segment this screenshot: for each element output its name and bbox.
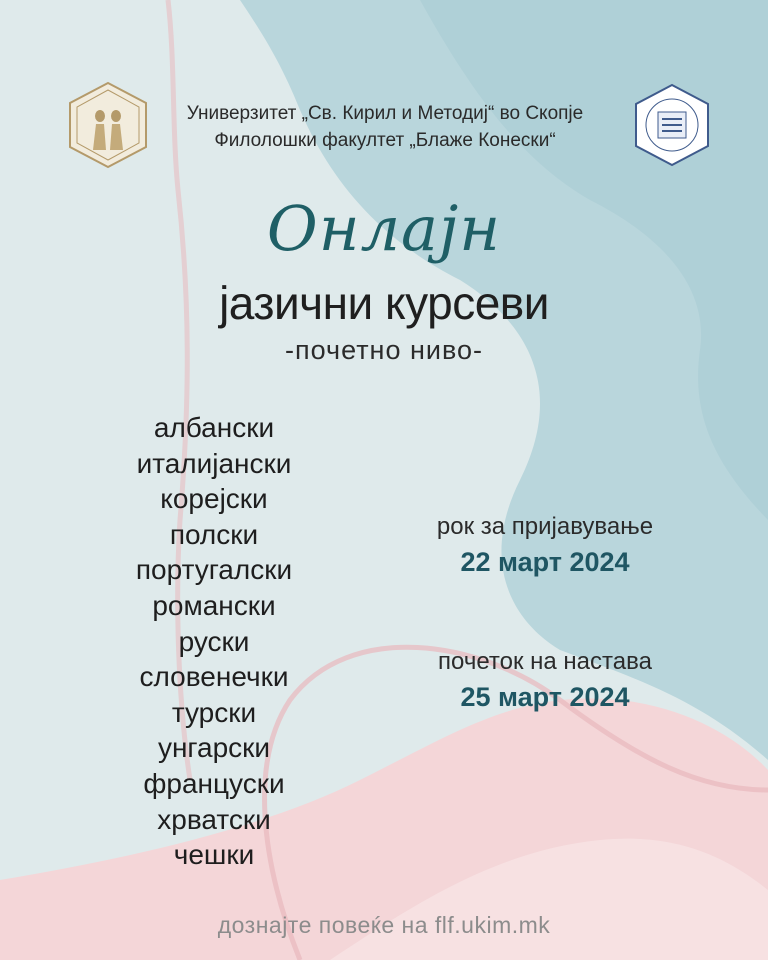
- start-block: [400, 648, 690, 713]
- deadline-label: рок за пријавување: [436, 513, 654, 540]
- language-item: италијански: [136, 447, 292, 479]
- language-list: [100, 410, 328, 873]
- title-main: јазични курсеви: [219, 277, 549, 329]
- language-item: полски: [169, 518, 259, 550]
- faculty-seal-icon: [632, 82, 712, 168]
- title-script: Онлајн: [266, 192, 502, 265]
- language-item: португалски: [135, 554, 293, 586]
- university-name: Универзитет „Св. Кирил и Методиј“ во Скопје: [186, 103, 584, 124]
- footer-link-text: дознајте повеќе на flf.ukim.mk: [217, 912, 551, 938]
- subtitle: -почетно ниво-: [284, 335, 484, 365]
- deadline-date: 22 март 2024: [460, 547, 630, 577]
- language-item: турски: [171, 696, 257, 728]
- start-date: 25 март 2024: [460, 682, 630, 712]
- language-item: француски: [143, 767, 285, 799]
- deadline-block: [400, 513, 690, 578]
- language-item: чешки: [173, 839, 255, 871]
- university-header: [150, 100, 620, 154]
- university-seal-icon: [66, 80, 150, 170]
- language-item: хрватски: [157, 803, 271, 835]
- language-item: словенечки: [139, 661, 289, 693]
- language-item: романски: [152, 589, 276, 621]
- language-item: руски: [178, 625, 250, 657]
- faculty-name: Филолошки факултет „Блаже Конески“: [214, 130, 556, 151]
- language-item: албански: [153, 412, 275, 443]
- language-item: унгарски: [157, 732, 271, 764]
- language-item: корејски: [160, 483, 268, 515]
- start-label: почеток на настава: [438, 648, 652, 675]
